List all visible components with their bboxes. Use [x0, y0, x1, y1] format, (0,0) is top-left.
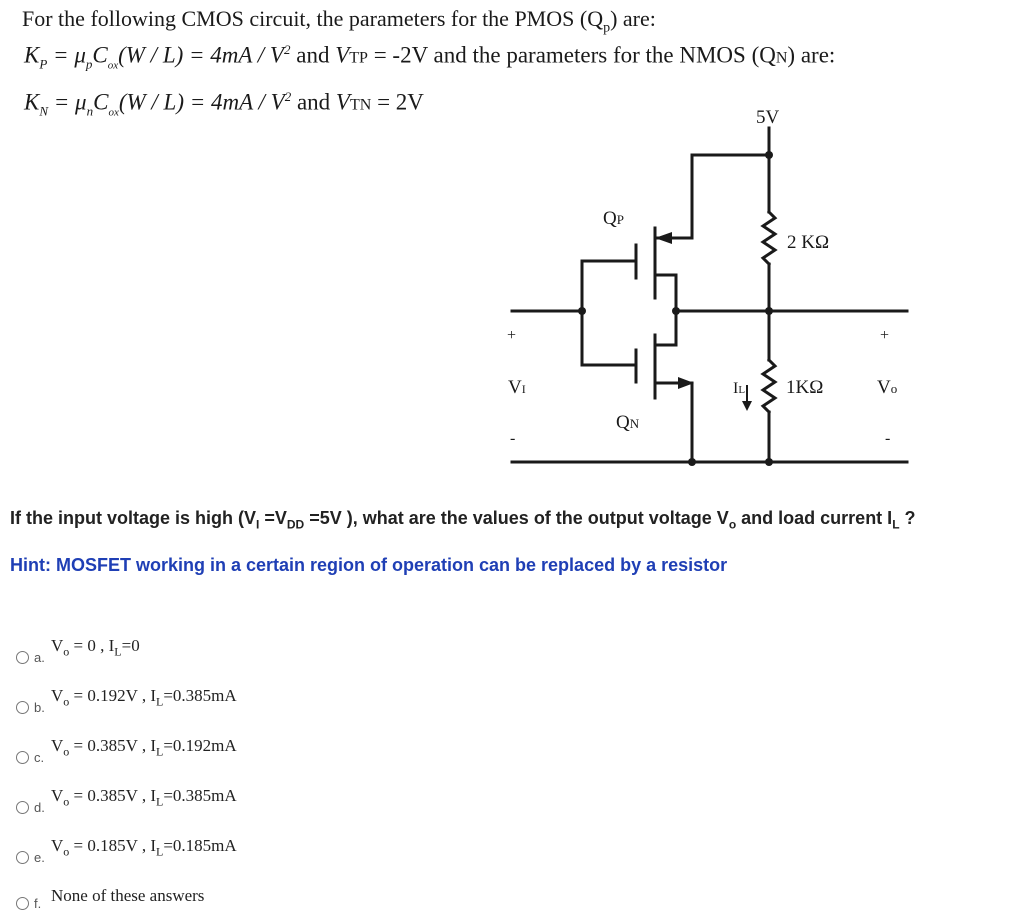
vo-symbol: V: [51, 836, 64, 855]
radio-option-b[interactable]: [16, 701, 29, 714]
option-value: = 0.385V , I: [69, 786, 156, 805]
resistor-2k: [763, 212, 775, 264]
vdd-label: 5V: [756, 107, 780, 128]
radio-option-d[interactable]: [16, 801, 29, 814]
option-letter: a.: [34, 650, 45, 665]
resistor-1k: [763, 360, 775, 412]
qp-sub: P: [616, 212, 624, 227]
il-arrow-head: [742, 401, 752, 411]
il-letter: I: [733, 380, 739, 397]
and-word: and: [290, 42, 336, 68]
radio-option-c[interactable]: [16, 751, 29, 764]
question-part-c: =5V ), what are the values of the output voltage V: [304, 508, 729, 528]
radio-option-f[interactable]: [16, 897, 29, 910]
option-tail: =0.385mA: [163, 786, 237, 805]
nmos-intro: and the parameters for the NMOS (Q: [427, 42, 776, 68]
option-letter: c.: [34, 750, 45, 765]
question-text: [10, 508, 916, 532]
qn-letter: Q: [616, 412, 630, 433]
radio-option-e[interactable]: [16, 851, 29, 864]
vtp-symbol: V: [335, 42, 350, 68]
node-ground-left: [688, 458, 696, 466]
option-label: [51, 836, 237, 859]
vi-minus: -: [510, 430, 516, 447]
cox-symbol: C: [93, 89, 109, 115]
mu-sub: p: [85, 56, 93, 72]
il-sub: L: [114, 644, 122, 659]
vo-letter: V: [877, 377, 891, 398]
radio-option-a[interactable]: [16, 651, 29, 664]
vtp-value: = -2V: [367, 42, 428, 68]
kp-value: (W / L) = 4mA / V: [118, 42, 284, 68]
il-sub: L: [156, 844, 164, 859]
vo-symbol: V: [51, 736, 64, 755]
vi-label: [508, 377, 526, 398]
option-label: None of these answers: [51, 886, 205, 905]
nmos-end: ) are:: [787, 42, 836, 68]
vi-sub: I: [521, 382, 526, 396]
option-value: = 0.385V , I: [69, 736, 156, 755]
and-word: and: [291, 89, 336, 115]
question-part-e: ?: [899, 508, 916, 528]
il-sub: L: [738, 384, 746, 396]
qp-label: [603, 208, 624, 229]
cox-sub: ox: [108, 106, 119, 119]
vo-label: [877, 377, 897, 398]
vo-symbol: V: [51, 686, 64, 705]
node-vdd: [765, 151, 773, 159]
kp-symbol: K: [24, 42, 40, 68]
hint-text: Hint: MOSFET working in a certain region of operation can be replaced by a resistor: [10, 555, 728, 575]
cox-sub: ox: [107, 59, 119, 72]
qp-letter: Q: [603, 208, 617, 229]
intro-text: For the following CMOS circuit, the parameters for the PMOS (Q: [22, 6, 604, 31]
vo-sub: o: [728, 517, 737, 532]
option-letter: f.: [34, 896, 42, 911]
vo-minus: -: [885, 430, 891, 447]
option-label: [51, 786, 237, 809]
vo-sub: o: [63, 694, 70, 709]
option-value: = 0.192V , I: [69, 686, 156, 705]
vdd-sub: DD: [286, 517, 305, 532]
option-value: = 0.185V , I: [69, 836, 156, 855]
cox-symbol: C: [92, 42, 108, 68]
intro-sub: p: [603, 20, 611, 36]
option-label: [51, 736, 237, 759]
option-letter: e.: [34, 850, 45, 865]
node-ground-right: [765, 458, 773, 466]
node-gate: [578, 307, 586, 315]
node-output-right: [765, 307, 773, 315]
intro-end: ) are:: [610, 6, 656, 31]
qn-label: [616, 412, 640, 433]
vi-sub: I: [256, 517, 260, 532]
vo-sub: o: [63, 644, 70, 659]
vo-sub: o: [890, 381, 898, 396]
vo-sub: o: [63, 844, 70, 859]
option-value: = 0 , I: [69, 636, 115, 655]
squared: 2: [283, 42, 291, 57]
vo-sub: o: [63, 794, 70, 809]
vtn-value: = 2V: [371, 89, 424, 115]
mu-symbol: = μ: [48, 89, 87, 115]
r2-label: 1KΩ: [786, 377, 824, 398]
kp-sub: P: [39, 56, 48, 72]
il-sub: L: [156, 694, 164, 709]
il-sub: L: [892, 517, 900, 532]
mu-sub: n: [86, 103, 94, 119]
kn-value: (W / L) = 4mA / V: [118, 89, 285, 115]
option-letter: b.: [34, 700, 45, 715]
squared: 2: [284, 89, 292, 104]
vo-sub: o: [63, 744, 70, 759]
vtp-sub: TP: [349, 49, 368, 67]
nmos-sub: N: [775, 49, 788, 67]
il-label: [733, 380, 745, 397]
option-tail: =0.192mA: [163, 736, 237, 755]
vi-plus: +: [507, 327, 517, 344]
vo-symbol: V: [51, 636, 64, 655]
node-output-left: [672, 307, 680, 315]
qn-sub: N: [629, 416, 640, 431]
vtn-sub: TN: [349, 96, 372, 114]
vo-symbol: V: [51, 786, 64, 805]
kn-sub: N: [39, 103, 49, 119]
option-label: [51, 686, 237, 709]
question-part-b: =V: [259, 508, 287, 528]
pmos-source-arrow: [655, 232, 672, 244]
vo-plus: +: [880, 327, 890, 344]
il-sub: L: [156, 744, 164, 759]
option-letter: d.: [34, 800, 45, 815]
mu-symbol: = μ: [47, 42, 86, 68]
r1-label: 2 KΩ: [787, 232, 830, 253]
vi-letter: V: [508, 377, 522, 398]
option-tail: =0.185mA: [163, 836, 237, 855]
option-label: [51, 636, 140, 659]
kn-symbol: K: [24, 89, 40, 115]
vtn-symbol: V: [335, 89, 350, 115]
question-part-a: If the input voltage is high (V: [10, 508, 256, 528]
il-sub: L: [156, 794, 164, 809]
option-tail: =0.385mA: [163, 686, 237, 705]
option-tail: =0: [121, 636, 140, 655]
question-part-d: and load current I: [736, 508, 893, 528]
